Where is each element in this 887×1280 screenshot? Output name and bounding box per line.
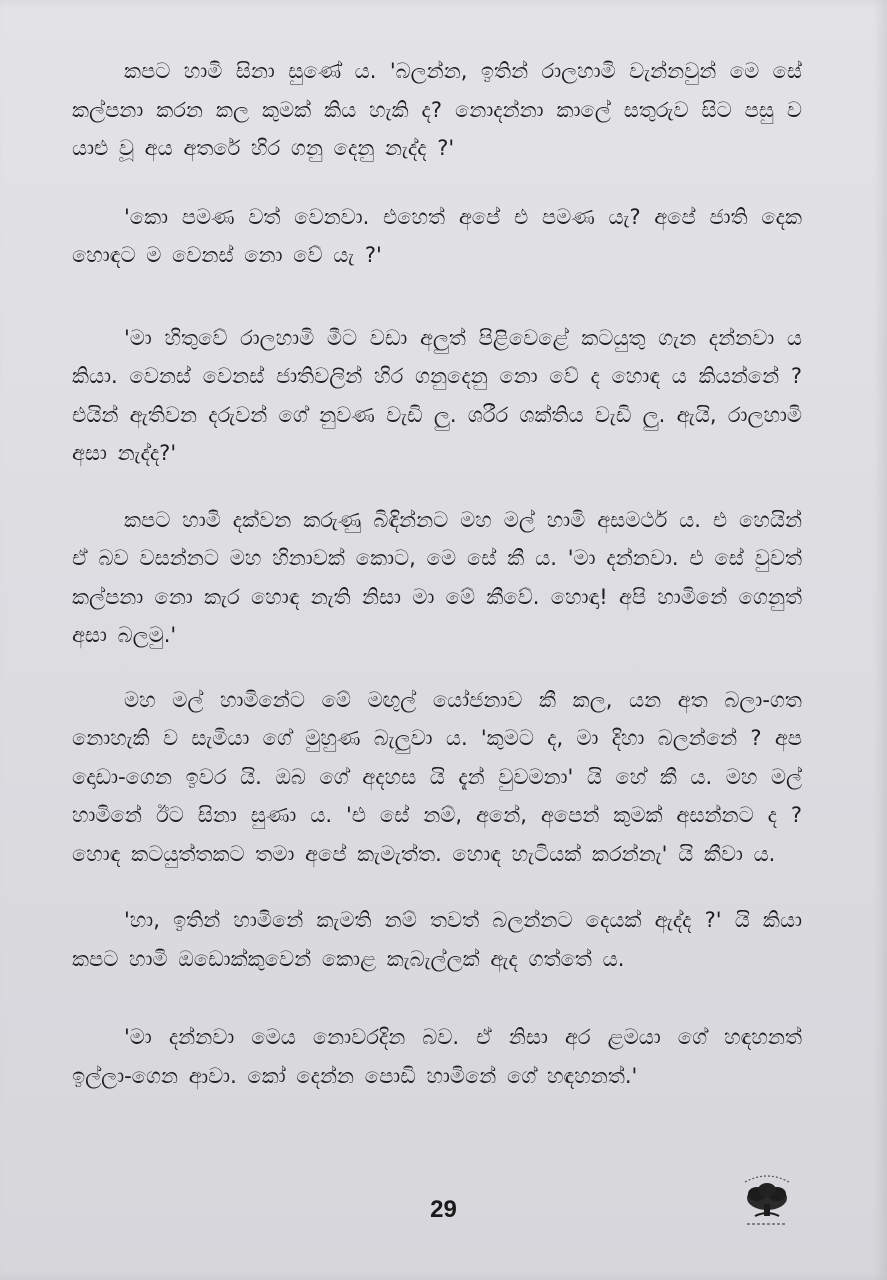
page-body-text [72, 52, 802, 1125]
paragraph-7: 'මා දන්නවා මෙය නොවරදින බව. ඒ නිසා අර ළමයා ගේ හඳහනත් ඉල්ලා-ගෙන ආවා. කෝ දෙන්න පොඩි හාමිනේ ගේ හඳහනත්.' [72, 1025, 802, 1088]
paragraph-1: කපට හාමි සිනා සුණේ ය. 'බලන්න, ඉතින් රාලහාමි වැන්නවුන් මෙ සේ කල්පනා කරන කල කුමක් කිය හැකි ද? නොදන්නා කාලේ සතුරුව සිට පසු ව යාළු වූ අය අතරේ හිර ගනු දෙනු නැද්ද ?' [72, 59, 802, 160]
page-number: 29 [430, 1196, 457, 1223]
paragraph-2: 'කො පමණ වත් වෙනවා. එහෙත් අපේ එ පමණ යැ? අපේ ජාති දෙක හොඳට ම වෙනස් නො වේ යැ ?' [72, 204, 802, 267]
paragraph-6: 'හා, ඉතින් හාමිනේ කැමති නම් තවත් බලන්නට දෙයක් ඇද්ද ?' යි කියා කපට හාමි ඔඩොක්කුවෙන් කොළ කැබැල්ලක් ඇද ගත්තේ ය. [72, 908, 802, 971]
paragraph-4: කපට හාමි දක්වන කරුණු බිඳින්නට මහ මල් හාමි අසමර්ථ ය. එ හෙයින් ඒ බව වසන්නට මහ හිනාවක් කොට, මෙ සේ කී ය. 'මා දන්නවා. එ සේ වුවත් කල්පනා නො කැර හොඳ නැති නිසා මා මේ කීවේ. හොඳා! අපි හාමිනේ ගෙනුත් අසා බලමු.' [72, 507, 802, 647]
paragraph-3: 'මා හිතුවේ රාලහාමි මීට වඩා අලුත් පිළිවෙළේ කටයුතු ගැන දන්නවා ය කියා. වෙනස් වෙනස් ජාතිවලින් හිර ගනුදෙනු නො වේ ද හොඳ ය කියන්නේ ? එයින් ඇතිවන දරුවන් ගේ නුවණ වැඩි ලු. ශරීර ශක්තිය වැඩි ලු. ඇයි, රාලහාමි අසා නැද්ද?' [72, 325, 802, 465]
tree-logo-icon [733, 1168, 801, 1232]
paragraph-5: මහ මල් හාමිනේට මේ මඟුල් යෝජනාව කී කල, යන අත බලා-ගත නොහැකි ව සැමියා ගේ මුහුණ බැලුවා ය. 'කුමට ද, මා දිහා බලන්නේ ? අප දොඩා-ගෙන ඉවර යි. ඔබ ගේ අදහස යි දැන් වුවමනා' යි හේ කී ය. මහ මල් හාමිනේ ඊට සිනා සුණා ය. 'එ සේ නම්, අනේ, අපෙන් කුමක් අසන්නට ද ? හොඳ කටයුත්තකට තමා අපේ කැමැත්ත. හොඳ හැටියක් කරන්නැ' යි කීවා ය. [72, 687, 802, 866]
